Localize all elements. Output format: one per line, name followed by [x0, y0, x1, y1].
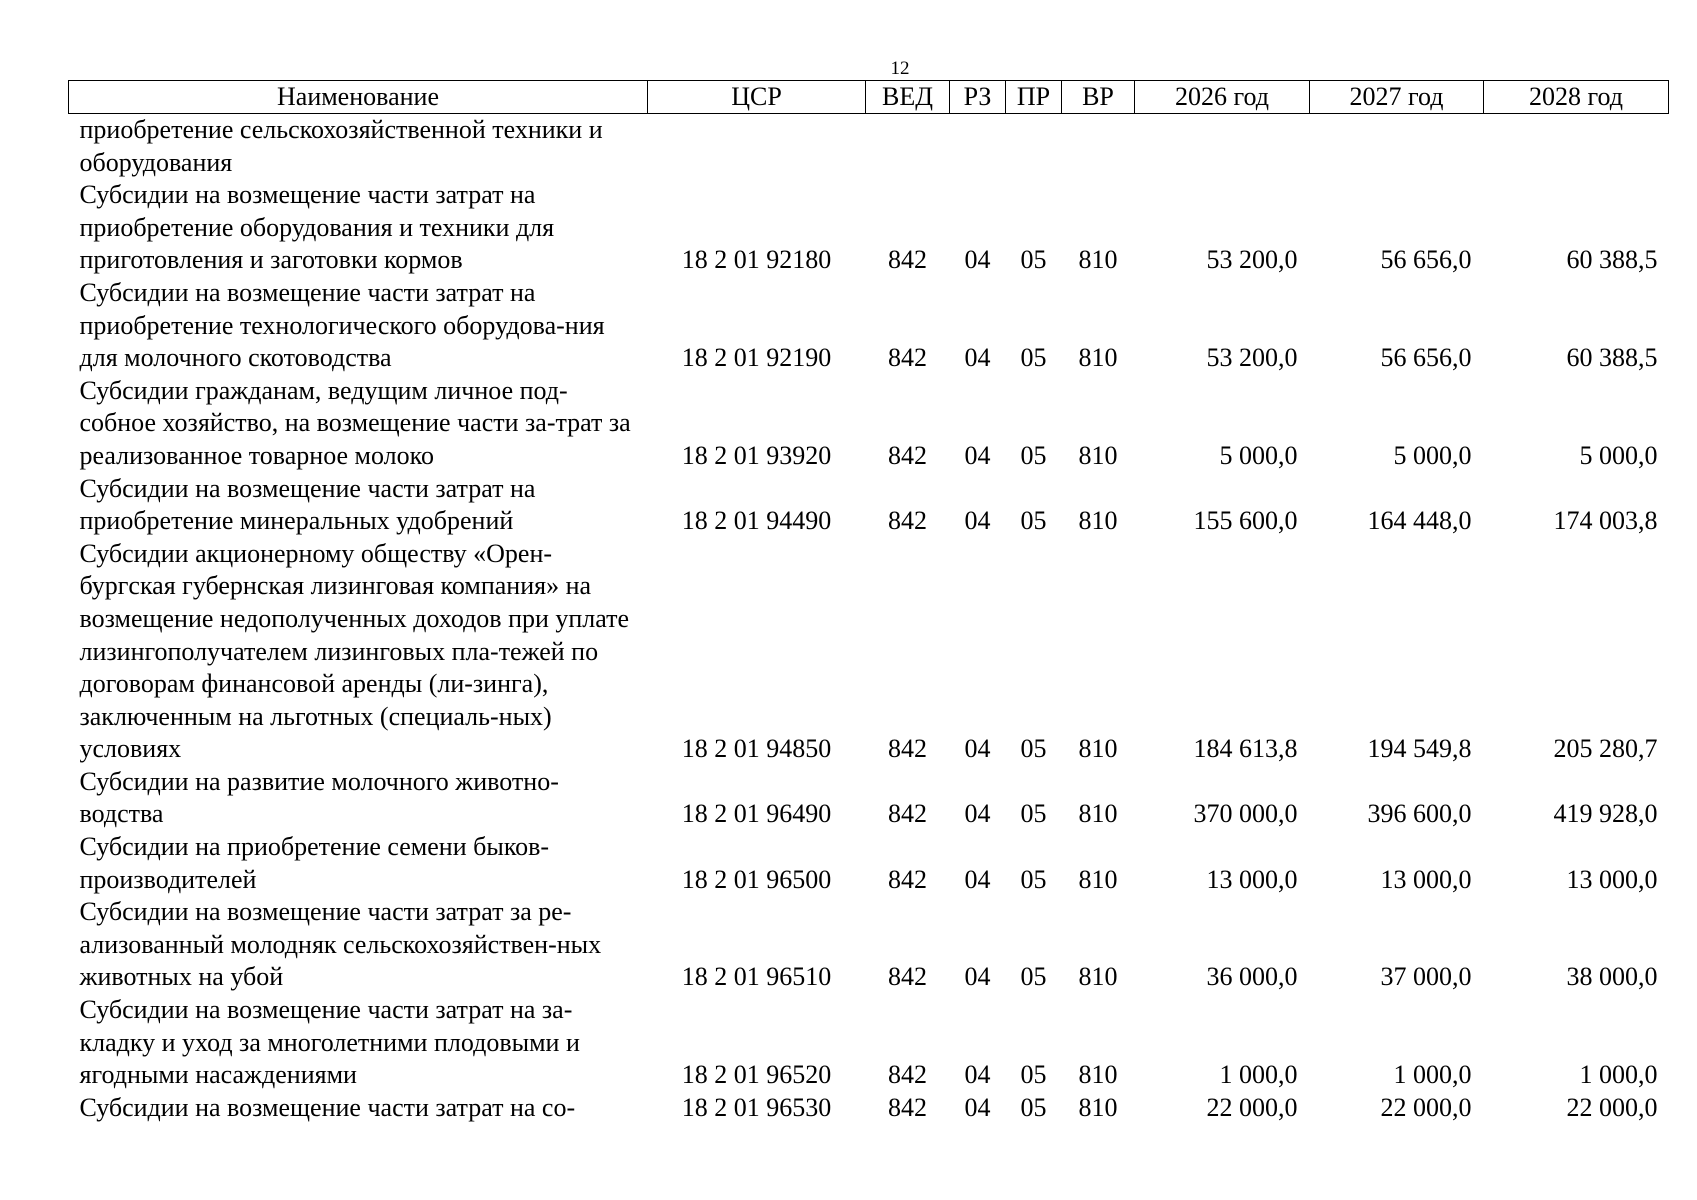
row-ved: [866, 114, 950, 180]
table-row: [69, 896, 1669, 994]
row-vr: 810: [1078, 962, 1118, 992]
row-amount-2028: 419 928,0: [1553, 799, 1658, 829]
row-name: Субсидии на возмещение части затрат за ре-ализованный молодняк сельскохозяйствен-ных животных на убой: [79, 897, 602, 992]
row-csr: 18 2 01 92190: [681, 343, 832, 373]
row-rz: 04: [964, 245, 991, 275]
row-csr: 18 2 01 96520: [681, 1060, 832, 1090]
column-header-pr: ПР: [1006, 81, 1062, 114]
row-csr: 18 2 01 92180: [681, 245, 832, 275]
row-amount-2027: 22 000,0: [1380, 1092, 1472, 1122]
table-row: [69, 538, 1669, 766]
row-ved: 842: [888, 440, 927, 470]
row-rz: 04: [964, 506, 991, 536]
row-amount-2026: [1135, 114, 1310, 180]
row-amount-2027: 37 000,0: [1380, 962, 1472, 992]
row-amount-2026: 22 000,0: [1206, 1092, 1298, 1122]
row-csr: 18 2 01 94850: [681, 734, 832, 764]
row-csr: 18 2 01 96530: [681, 1092, 832, 1122]
row-amount-2028: [1484, 114, 1669, 180]
row-vr: 810: [1078, 506, 1118, 536]
row-csr: 18 2 01 96500: [681, 864, 832, 894]
budget-table: [68, 80, 1669, 1124]
row-amount-2026: 155 600,0: [1193, 506, 1298, 536]
row-name: Субсидии на возмещение части затрат на за-кладку и уход за многолетними плодовыми и ягодными насаждениями: [79, 995, 580, 1090]
row-pr: 05: [1020, 245, 1047, 275]
row-amount-2026: 36 000,0: [1206, 962, 1298, 992]
row-vr: 810: [1078, 864, 1118, 894]
row-ved: 842: [888, 1060, 927, 1090]
row-amount-2026: 53 200,0: [1206, 245, 1298, 275]
row-vr: 810: [1078, 343, 1118, 373]
row-amount-2027: 164 448,0: [1367, 506, 1472, 536]
row-amount-2028: 174 003,8: [1553, 506, 1658, 536]
page-number: 12: [890, 58, 910, 79]
column-header-2027: 2027 год: [1310, 81, 1484, 114]
row-vr: 810: [1078, 1092, 1118, 1122]
row-pr: 05: [1020, 799, 1047, 829]
column-header-2028: 2028 год: [1484, 81, 1669, 114]
row-ved: 842: [888, 343, 927, 373]
row-pr: 05: [1020, 864, 1047, 894]
row-rz: 04: [964, 799, 991, 829]
row-ved: 842: [888, 734, 927, 764]
table-row: [69, 1092, 1669, 1125]
row-vr: 810: [1078, 1060, 1118, 1090]
row-pr: 05: [1020, 1060, 1047, 1090]
row-name: Субсидии на возмещение части затрат на со-: [79, 1092, 576, 1122]
row-rz: [950, 114, 1006, 180]
row-vr: 810: [1078, 245, 1118, 275]
row-ved: 842: [888, 864, 927, 894]
row-name: Субсидии на возмещение части затрат на приобретение оборудования и техники для приготовления и заготовки кормов: [79, 180, 555, 275]
row-vr: 810: [1078, 440, 1118, 470]
table-row: [69, 114, 1669, 180]
row-csr: [648, 114, 866, 180]
table-row: [69, 766, 1669, 831]
row-rz: 04: [964, 962, 991, 992]
row-amount-2026: 5 000,0: [1219, 440, 1298, 470]
row-amount-2028: 60 388,5: [1566, 245, 1658, 275]
row-amount-2026: 1 000,0: [1219, 1060, 1298, 1090]
row-ved: 842: [888, 799, 927, 829]
row-amount-2027: [1310, 114, 1484, 180]
row-amount-2026: 53 200,0: [1206, 343, 1298, 373]
row-csr: 18 2 01 96490: [681, 799, 832, 829]
column-header-ved: ВЕД: [866, 81, 950, 114]
row-rz: 04: [964, 440, 991, 470]
row-amount-2027: 56 656,0: [1380, 343, 1472, 373]
row-vr: [1062, 114, 1135, 180]
row-amount-2028: 205 280,7: [1553, 734, 1658, 764]
table-row: [69, 473, 1669, 538]
column-header-vr: ВР: [1062, 81, 1135, 114]
row-vr: 810: [1078, 734, 1118, 764]
row-csr: 18 2 01 93920: [681, 440, 832, 470]
row-name: Субсидии на развитие молочного животно-водства: [79, 766, 559, 829]
table-row: [69, 994, 1669, 1092]
row-amount-2028: 5 000,0: [1579, 440, 1658, 470]
row-pr: 05: [1020, 734, 1047, 764]
row-amount-2028: 13 000,0: [1566, 864, 1658, 894]
row-amount-2027: 56 656,0: [1380, 245, 1472, 275]
row-rz: 04: [964, 343, 991, 373]
row-csr: 18 2 01 96510: [681, 962, 832, 992]
row-amount-2026: 370 000,0: [1193, 799, 1298, 829]
column-header-name: Наименование: [69, 81, 648, 114]
row-amount-2028: 38 000,0: [1566, 962, 1658, 992]
row-amount-2027: 13 000,0: [1380, 864, 1472, 894]
row-pr: 05: [1020, 962, 1047, 992]
row-name: приобретение сельскохозяйственной техники и оборудования: [79, 115, 603, 177]
row-pr: 05: [1020, 506, 1047, 536]
row-name: Субсидии гражданам, ведущим личное под-собное хозяйство, на возмещение части за-трат за реализованное товарное молоко: [79, 375, 631, 470]
table-header-row: [69, 81, 1669, 114]
row-amount-2028: 60 388,5: [1566, 343, 1658, 373]
row-vr: 810: [1078, 799, 1118, 829]
row-amount-2028: 1 000,0: [1579, 1060, 1658, 1090]
column-header-2026: 2026 год: [1135, 81, 1310, 114]
column-header-csr: ЦСР: [648, 81, 866, 114]
row-name: Субсидии акционерному обществу «Орен-бургская губернская лизинговая компания» на возмещение недополученных доходов при уплате лизингополучателем лизинговых пла-тежей по договорам финансовой аренды (ли-зинга), заключенным на льготных (специаль-ных) условиях: [79, 538, 630, 764]
column-header-rz: РЗ: [950, 81, 1006, 114]
row-pr: 05: [1020, 1092, 1047, 1122]
row-amount-2026: 13 000,0: [1206, 864, 1298, 894]
row-amount-2027: 396 600,0: [1367, 799, 1472, 829]
row-amount-2027: 1 000,0: [1393, 1060, 1472, 1090]
table-row: [69, 277, 1669, 375]
row-rz: 04: [964, 864, 991, 894]
row-pr: 05: [1020, 343, 1047, 373]
row-csr: 18 2 01 94490: [681, 506, 832, 536]
row-amount-2027: 5 000,0: [1393, 440, 1472, 470]
row-amount-2027: 194 549,8: [1367, 734, 1472, 764]
row-rz: 04: [964, 1060, 991, 1090]
row-amount-2028: 22 000,0: [1566, 1092, 1658, 1122]
row-pr: 05: [1020, 440, 1047, 470]
row-name: Субсидии на возмещение части затрат на приобретение минеральных удобрений: [79, 473, 536, 536]
row-name: Субсидии на возмещение части затрат на приобретение технологического оборудова-ния для молочного скотоводства: [79, 277, 605, 373]
row-rz: 04: [964, 734, 991, 764]
row-ved: 842: [888, 962, 927, 992]
table-body: [69, 114, 1669, 1125]
row-amount-2026: 184 613,8: [1193, 734, 1298, 764]
table-row: [69, 375, 1669, 473]
table-row: [69, 179, 1669, 277]
row-ved: 842: [888, 245, 927, 275]
row-pr: [1006, 114, 1062, 180]
row-name: Субсидии на приобретение семени быков-производителей: [79, 832, 550, 894]
row-ved: 842: [888, 1092, 927, 1122]
row-rz: 04: [964, 1092, 991, 1122]
row-ved: 842: [888, 506, 927, 536]
table-row: [69, 831, 1669, 896]
